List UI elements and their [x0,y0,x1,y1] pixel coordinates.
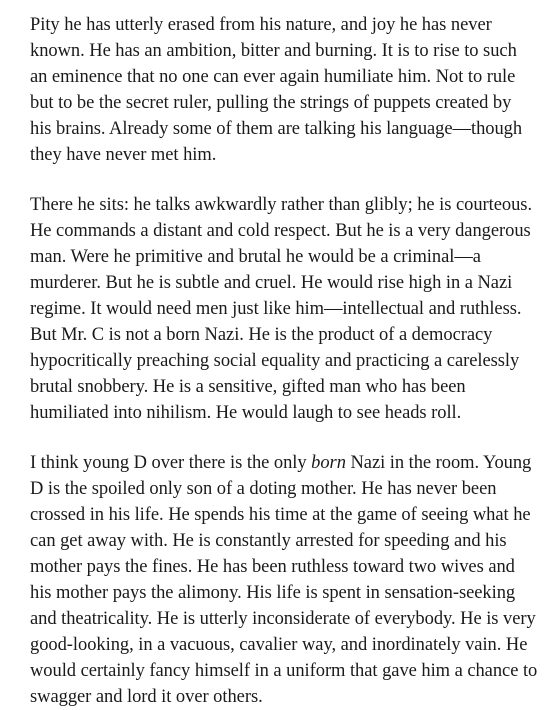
text-line: Pity he has utterly erased from his nature, and joy he has never [30,15,492,35]
text-line: his mother pays the alimony. His life is spent in sensation-seeking [30,583,516,603]
text-line: hypocritically preaching social equality and practicing a carelessly [30,351,520,371]
text-line: would certainly fancy himself in a uniform that gave him a chance to [30,661,538,681]
text-line: an eminence that no one can ever again humiliate him. Not to rule [30,67,516,87]
text-line: D is the spoiled only son of a doting mother. He has never been [30,479,497,499]
text-line: man. Were he primitive and brutal he would be a criminal—a [30,247,481,267]
text-line: murderer. But he is subtle and cruel. He would rise high in a Nazi [30,273,513,293]
text-line: regime. It would need men just like him—intellectual and ruthless. [30,299,522,319]
text-line: He commands a distant and cold respect. But he is a very dangerous [30,221,531,241]
text-line: brutal snobbery. He is a sensitive, gifted man who has been [30,377,466,397]
text-line: but to be the secret ruler, pulling the strings of puppets created by [30,93,512,113]
text-line [30,450,537,476]
text-line: But Mr. C is not a born Nazi. He is the product of a democracy [30,325,493,345]
text-run: Nazi in the room. Young [345,453,532,473]
text-line: his brains. Already some of them are talking his language—though [30,119,523,139]
text-line: swagger and lord it over others. [30,687,263,707]
paragraph-3 [30,450,537,710]
emphasis-text: born [311,453,346,473]
text-line: good-looking, in a vacuous, cavalier way, and inordinately vain. He [30,635,528,655]
paragraph-1 [30,12,537,168]
text-line: can get away with. He is constantly arrested for speeding and his [30,531,507,551]
text-line: and theatricality. He is utterly inconsiderate of everybody. He is very [30,609,536,629]
paragraph-2 [30,192,537,426]
text-line: There he sits: he talks awkwardly rather than glibly; he is courteous. [30,195,533,215]
text-line: crossed in his life. He spends his time at the game of seeing what he [30,505,531,525]
text-line: humiliated into nihilism. He would laugh to see heads roll. [30,403,462,423]
text-line: known. He has an ambition, bitter and burning. It is to rise to such [30,41,517,61]
text-run: I think young D over there is the only [30,453,312,473]
text-line: they have never met him. [30,145,217,165]
text-line: mother pays the fines. He has been ruthless toward two wives and [30,557,515,577]
